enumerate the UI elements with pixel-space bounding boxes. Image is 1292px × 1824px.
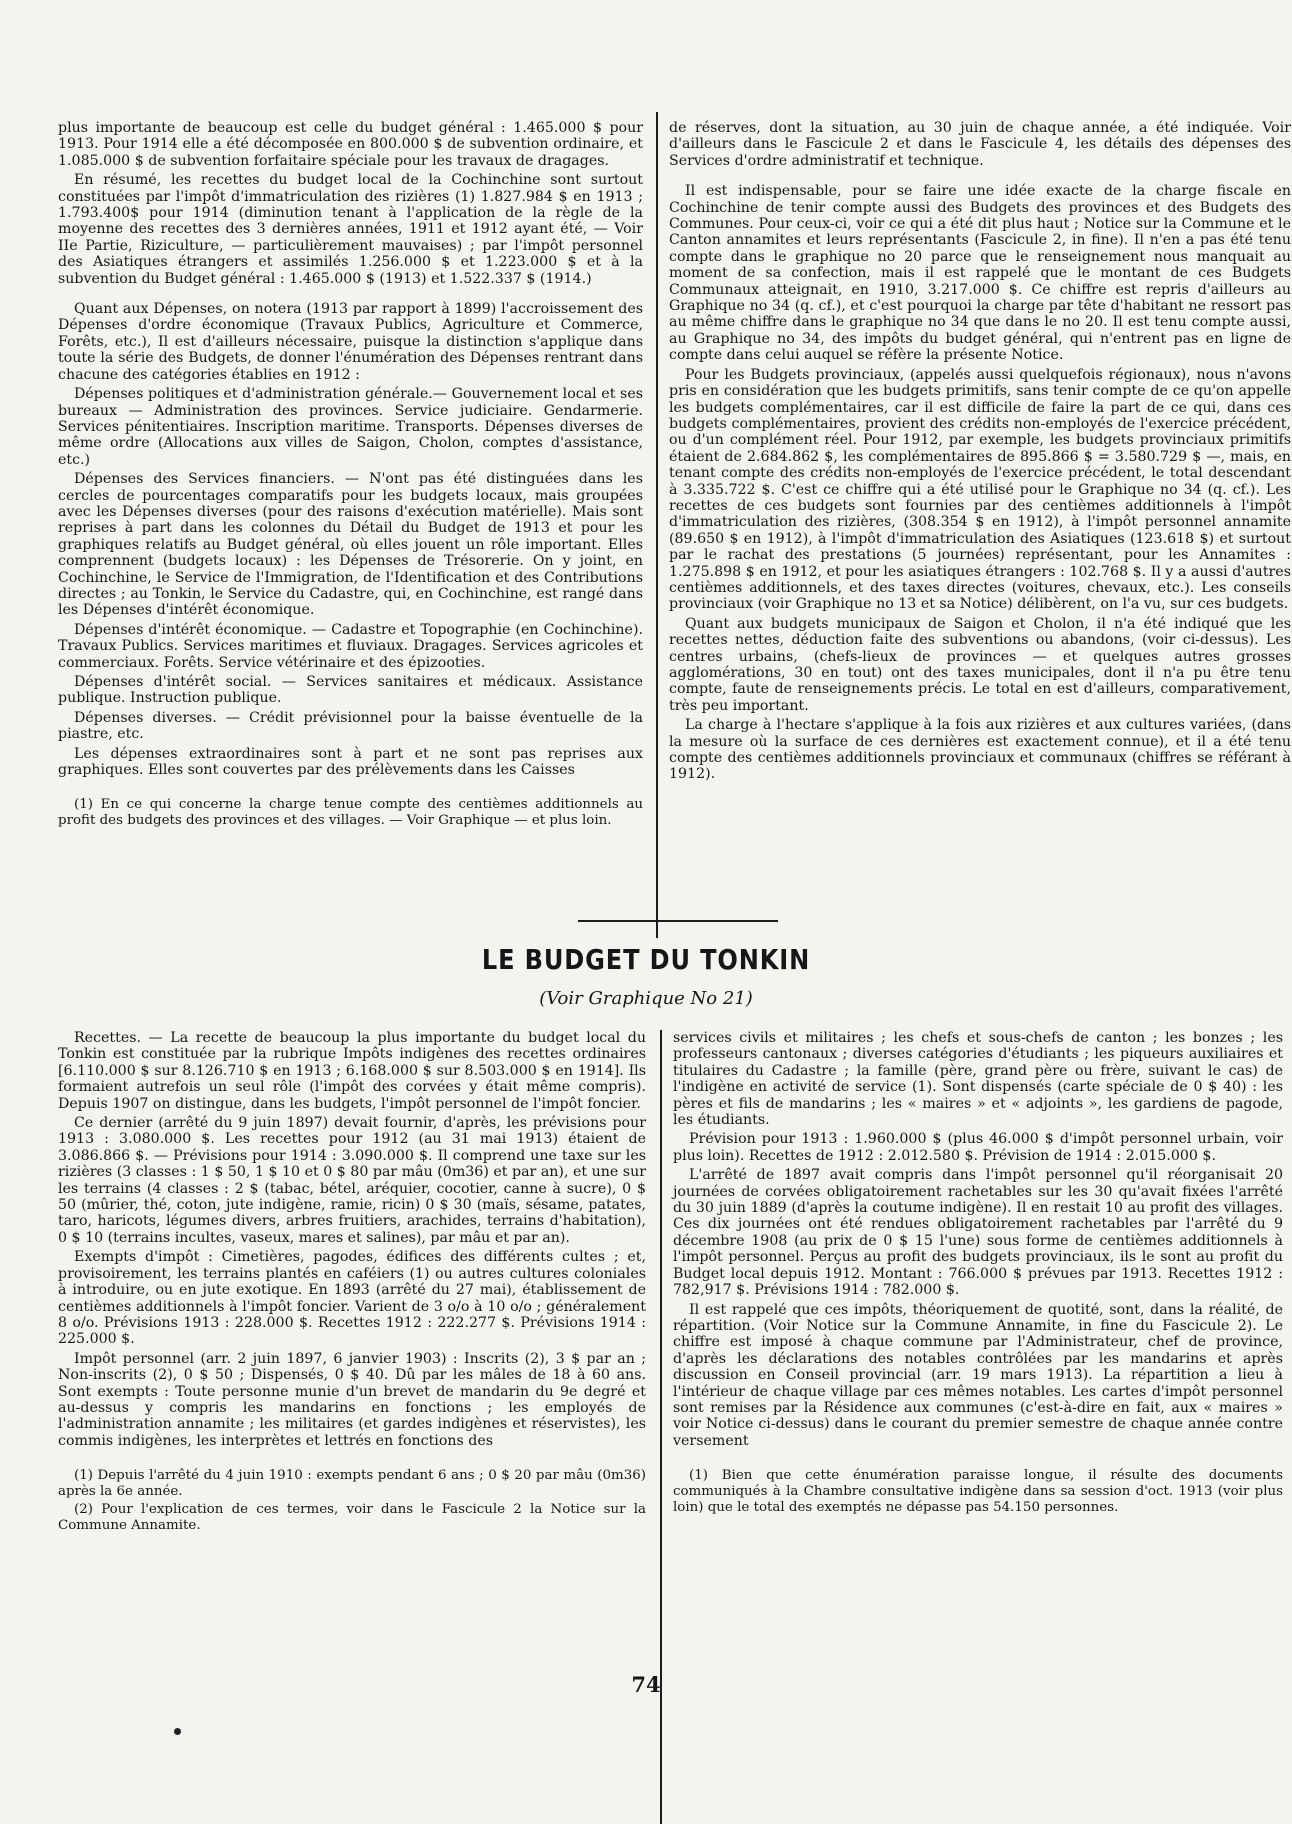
footnote: (1) En ce qui concerne la charge tenue compte des centièmes additionnels au profit des budgets des provinces et des villages. — Voir Graphique — et plus loin.: [58, 797, 643, 829]
footnote: (1) Depuis l'arrêté du 4 juin 1910 : exempts pendant 6 ans ; 0 $ 20 par mâu (0m36) après la 6e année.: [58, 1468, 646, 1499]
section-subtitle: (Voir Graphique No 21): [539, 988, 753, 1009]
paragraph: Quant aux Dépenses, on notera (1913 par rapport à 1899) l'accroissement des Dépenses d'ordre économique (Travaux Publics, Agriculture et Commerce, Forêts, etc.), Il est d'ailleurs nécessaire, puisque la distinction s'applique dans toute la série des Budgets, de donner l'énumération des Dépenses rentrant dans chacune des catégories établies en 1912 :: [58, 301, 643, 383]
paragraph: Recettes. — La recette de beaucoup la plus importante du budget local du Tonkin est constituée par la rubrique Impôts indigènes des recettes ordinaires [6.110.000 $ sur 8.126.710 $ en 1913 ; 6.168.000 $ sur 8.503.000 $ en 1914]. Ils formaient autrefois un seul rôle (l'impôt des corvées y était même compris). Depuis 1907 on distingue, dans les budgets, l'impôt personnel de l'impôt foncier.: [58, 1030, 646, 1112]
column-bottom-left: [58, 1030, 646, 1535]
paragraph: Il est rappelé que ces impôts, théoriquement de quotité, sont, dans la réalité, de répartition. (Voir Notice sur la Commune Annamite, in fine du Fascicule 2). Le chiffre est imposé à chaque commune par l'Administrateur, chef de province, d'après les déclarations des notables contrôlées par les mandarins et après discussion en Conseil provincial (arr. 19 mars 1913). La répartition a lieu à l'intérieur de chaque village par ces mêmes notables. Les cartes d'impôt personnel sont remises par la Résidence aux communes (c'est-à-dire en fait, aux « maires » voir Notice ci-dessus) dans le courant du premier semestre de chaque année contre versement: [673, 1301, 1283, 1449]
paragraph: L'arrêté de 1897 avait compris dans l'impôt personnel qu'il réorganisait 20 journées de corvées obligatoirement rachetables sur les 30 qu'avait fixées l'arrêté du 30 juin 1889 (d'après la coutume indigène). Il en restait 10 au profit des villages. Ces dix journées ont été rendues obligatoirement rachetables par l'arrêté du 9 décembre 1908 (au prix de 0 $ 15 l'une) sous forme de centièmes additionnels à l'impôt personnel. Perçus au profit des budgets provinciaux, ils le sont au profit du Budget local depuis 1912. Montant : 766.000 $ prévues par 1913. Recettes 1912 : 782,917 $. Prévisions 1914 : 782.000 $.: [673, 1167, 1283, 1299]
paragraph: Dépenses des Services financiers. — N'ont pas été distinguées dans les cercles de pourcentages comparatifs pour les budgets locaux, mais groupées avec les Dépenses diverses (pour des raisons d'exécution matérielle). Mais sont reprises à part dans les colonnes du Détail du Budget de 1913 et pour les graphiques relatifs au Budget général, où elles jouent un rôle important. Elles comprennent (budgets locaux) : les Dépenses de Trésorerie. On y joint, en Cochinchine, le Service de l'Immigration, de l'Identification et des Contributions directes ; au Tonkin, le Service du Cadastre, qui, en Cochinchine, est rangé dans les Dépenses d'intérêt économique.: [58, 471, 643, 619]
paragraph: Exempts d'impôt : Cimetières, pagodes, édifices des différents cultes ; et, provisoirement, les terrains plantés en caféiers (1) ou autres cultures coloniales à introduire, ou en jute exotique. En 1893 (arrêté du 27 mai), établissement de centièmes additionnels à l'impôt foncier. Varient de 3 o/o à 10 o/o ; généralement 8 o/o. Prévisions 1913 : 228.000 $. Recettes 1912 : 222.277 $. Prévisions 1914 : 225.000 $.: [58, 1249, 646, 1348]
paragraph: Quant aux budgets municipaux de Saigon et Cholon, il n'a été indiqué que les recettes nettes, déduction faite des subventions ou abandons, (voir ci-dessus). Les centres urbains, (chefs-lieux de provinces — et quelques autres grosses agglomérations, 30 en tout) ont des taxes municipales, dont il n'a pu être tenu compte, faute de renseignements précis. Le total en est d'ailleurs, comparativement, très peu important.: [669, 615, 1291, 714]
paragraph: Dépenses politiques et d'administration générale.— Gouvernement local et ses bureaux — Administration des provinces. Service judiciaire. Gendarmerie. Services pénitentiaires. Inscription maritime. Transports. Dépenses diverses de même ordre (Allocations aux villes de Saigon, Cholon, comptes d'assistance, etc.): [58, 386, 643, 468]
section-divider: [578, 920, 778, 922]
paragraph: Pour les Budgets provinciaux, (appelés aussi quelquefois régionaux), nous n'avons pris en considération que les budgets primitifs, sans tenir compte de ce qu'on appelle les budgets complémentaires, car il est difficile de faire la part de ce qui, dans ces budgets complémentaires, provient des crédits non-employés de l'exercice précédent, ou d'un complément réel. Pour 1912, par exemple, les budgets provinciaux primitifs étaient de 2.684.862 $, les complémentaires de 895.866 $ = 3.580.729 $ —, mais, en tenant compte des crédits non-employés de l'exercice précédent, le total descendant à 3.335.722 $. C'est ce chiffre qui a été utilisé pour le Graphique no 34 (q. cf.). Les recettes de ces budgets sont fournies par des centièmes additionnels à l'impôt d'immatriculation des rizières, (308.354 $ en 1912), à l'impôt personnel annamite (89.650 $ en 1912), à l'impôt d'immatriculation des Asiatiques (123.618 $) et surtout par le rachat des prestations (5 journées) représentant, pour les Annamites : 1.275.898 $ en 1912, et pour les asiatiques étrangers : 102.768 $. Il y a aussi d'autres centièmes additionnels, et des taxes directes (voitures, chevaux, etc.). Les conseils provinciaux (voir Graphique no 13 et sa Notice) délibèrent, on l'a vu, sur ces budgets.: [669, 366, 1291, 613]
paragraph: Dépenses diverses. — Crédit prévisionnel pour la baisse éventuelle de la piastre, etc.: [58, 709, 643, 743]
paragraph: de réserves, dont la situation, au 30 juin de chaque année, a été indiquée. Voir d'ailleurs dans le Fascicule 2 et dans le Fascicule 4, les détails des dépenses des Services d'ordre administratif et technique.: [669, 120, 1291, 169]
page-number: 74: [631, 1672, 661, 1697]
footnote: (2) Pour l'explication de ces termes, voir dans le Fascicule 2 la Notice sur la Commune Annamite.: [58, 1501, 646, 1533]
footnote: (1) Bien que cette énumération paraisse longue, il résulte des documents communiqués à la Chambre consultative indigène dans sa session d'oct. 1913 (voir plus loin) que le total des exemptés ne dépasse pas 54.150 personnes.: [673, 1468, 1283, 1515]
column-bottom-right: [673, 1030, 1283, 1518]
paragraph: Dépenses d'intérêt économique. — Cadastre et Topographie (en Cochinchine). Travaux Publics. Services maritimes et fluviaux. Dragages. Services agricoles et commerciaux. Forêts. Service vétérinaire et des épizooties.: [58, 621, 643, 671]
column-top-left: [58, 120, 643, 831]
column-divider: [660, 1030, 662, 1824]
section-title: LE BUDGET DU TONKIN: [481, 943, 811, 976]
paragraph: Dépenses d'intérêt social. — Services sanitaires et médicaux. Assistance publique. Instruction publique.: [58, 674, 643, 707]
paragraph: Prévision pour 1913 : 1.960.000 $ (plus 46.000 $ d'impôt personnel urbain, voir plus loin). Recettes de 1912 : 2.012.580 $. Prévision de 1914 : 2.015.000 $.: [673, 1131, 1283, 1164]
ink-speck: [174, 1728, 181, 1735]
paragraph: La charge à l'hectare s'applique à la fois aux rizières et aux cultures variées, (dans la mesure où la surface de ces dernières est exactement connue), et il a été tenu compte des centièmes additionnels provinciaux et communaux (chiffres se référant à 1912).: [669, 717, 1291, 783]
paragraph: Les dépenses extraordinaires sont à part et ne sont pas reprises aux graphiques. Elles sont couvertes par des prélèvements dans les Caisses: [58, 745, 643, 779]
paragraph: services civils et militaires ; les chefs et sous-chefs de canton ; les bonzes ; les professeurs cantonaux ; diverses catégories d'étudiants ; les piqueurs auxiliaires et titulaires du Cadastre ; la famille (père, grand père ou frère, suivant le cas) de l'indigène en activité de service (1). Sont dispensés (carte spéciale de 0 $ 40) : les pères et fils de mandarins ; les « maires » et « adjoints », les gardiens de pagode, les étudiants.: [673, 1030, 1283, 1129]
column-divider: [656, 112, 658, 938]
paragraph: Il est indispensable, pour se faire une idée exacte de la charge fiscale en Cochinchine de tenir compte aussi des Budgets des provinces et des Budgets des Communes. Pour ceux-ci, voir ce qui a été dit plus haut ; Notice sur la Commune et le Canton annamites et leurs représentants (Fascicule 2, in fine). Il n'en a pas été tenu compte dans le graphique no 20 parce que le renseignement nous manquait au moment de sa confection, mais il est rappelé que le montant de ces Budgets Communaux atteignait, en 1910, 3.217.000 $. Ce chiffre est repris d'ailleurs au Graphique no 34 (q. cf.), et c'est pourquoi la charge par tête d'habitant ne ressort pas au même chiffre dans le graphique no 34 que dans le no 20. Il est tenu compte aussi, au Graphique no 34, des impôts du budget général, qui n'entrent pas en ligne de compte dans celui auquel se réfère la présente Notice.: [669, 183, 1291, 364]
paragraph: Impôt personnel (arr. 2 juin 1897, 6 janvier 1903) : Inscrits (2), 3 $ par an ; Non-inscrits (2), 0 $ 50 ; Dispensés, 0 $ 40. Dû par les mâles de 18 à 60 ans. Sont exempts : Toute personne munie d'un brevet de mandarin du 9e degré et au-dessus y compris les mandarins en fonctions ; les employés de l'administration annamite ; les militaires (et gardes indigènes et réservistes), les commis indigènes, les interprètes et lettrés en fonctions des: [58, 1350, 646, 1449]
paragraph: plus importante de beaucoup est celle du budget général : 1.465.000 $ pour 1913. Pour 1914 elle a été décomposée en 800.000 $ de subvention ordinaire, et 1.085.000 $ de subvention forfaitaire spéciale pour les travaux de dragages.: [58, 120, 643, 169]
paragraph: En résumé, les recettes du budget local de la Cochinchine sont surtout constituées par l'impôt d'immatriculation des rizières (1) 1.827.984 $ en 1913 ; 1.793.400$ pour 1914 (diminution tenant à l'application de la règle de la moyenne des recettes des 3 dernières années, 1911 et 1912 ayant été, — Voir IIe Partie, Riziculture, — particulièrement mauvaises) ; par l'impôt personnel des Asiatiques étrangers et assimilés 1.256.000 $ et 1.223.000 $ et à la subvention du Budget général : 1.465.000 $ (1913) et 1.522.337 $ (1914.): [58, 172, 643, 287]
column-top-right: [669, 120, 1291, 786]
paragraph: Ce dernier (arrêté du 9 juin 1897) devait fournir, d'après, les prévisions pour 1913 : 3.080.000 $. Les recettes pour 1912 (au 31 mai 1913) étaient de 3.086.866 $. — Prévisions pour 1914 : 3.090.000 $. Il comprend une taxe sur les rizières (3 classes : 1 $ 50, 1 $ 10 et 0 $ 80 par mâu (0m36) et par an), et une sur les terrains (4 classes : 2 $ (tabac, bétel, aréquier, cocotier, canne à sucre), 0 $ 50 (mûrier, thé, coton, jute indigène, ramie, ricin) 0 $ 30 (maïs, sésame, patates, taro, haricots, légumes divers, arbres fruitiers, arachides, terrains d'habitation), 0 $ 10 (terrains incultes, vaseux, mares et salines), par mâu et par an).: [58, 1115, 646, 1246]
